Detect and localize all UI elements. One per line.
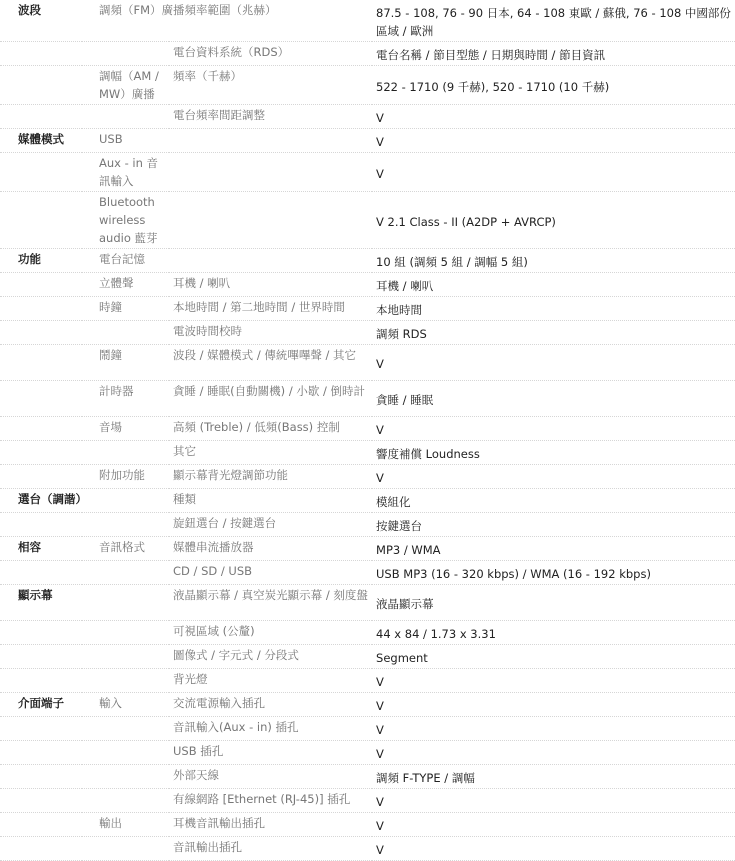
spec-row bbox=[0, 273, 735, 297]
spec-row bbox=[0, 105, 735, 129]
spec-value: 本地時間 bbox=[372, 297, 735, 321]
spec-value: V bbox=[372, 417, 735, 441]
spec-value: 87.5 - 108, 76 - 90 日本, 64 - 108 東歐 / 蘇俄, 76 - 108 中國部份區域 / 歐洲 bbox=[372, 0, 735, 42]
spec-value: 耳機 / 喇叭 bbox=[372, 273, 735, 297]
spec-subcategory: 附加功能 bbox=[82, 465, 169, 489]
spec-value: Segment bbox=[372, 645, 735, 669]
spec-value: V bbox=[372, 669, 735, 693]
spec-subcategory bbox=[82, 513, 169, 537]
spec-value: 522 - 1710 (9 千赫), 520 - 1710 (10 千赫) bbox=[372, 66, 735, 105]
spec-item: 交流電源輸入插孔 bbox=[169, 693, 372, 717]
spec-row bbox=[0, 645, 735, 669]
spec-value: V bbox=[372, 717, 735, 741]
spec-item: CD / SD / USB bbox=[169, 561, 372, 585]
spec-subcategory bbox=[82, 717, 169, 741]
spec-row bbox=[0, 669, 735, 693]
spec-category bbox=[0, 645, 82, 669]
spec-category bbox=[0, 153, 82, 192]
spec-value: V bbox=[372, 789, 735, 813]
spec-row bbox=[0, 381, 735, 417]
spec-category bbox=[0, 42, 82, 66]
spec-item: 可視區域 (公釐) bbox=[169, 621, 372, 645]
spec-item: 外部天線 bbox=[169, 765, 372, 789]
spec-subcategory: 調幅（AM / MW）廣播 bbox=[82, 66, 169, 105]
spec-item: USB 插孔 bbox=[169, 741, 372, 765]
spec-row bbox=[0, 192, 735, 249]
spec-category: 波段 bbox=[0, 0, 82, 42]
spec-subcategory: USB bbox=[82, 129, 169, 153]
spec-row bbox=[0, 765, 735, 789]
spec-subcategory bbox=[82, 765, 169, 789]
spec-item: 有線網路 [Ethernet (RJ-45)] 插孔 bbox=[169, 789, 372, 813]
spec-row bbox=[0, 417, 735, 441]
spec-item: 其它 bbox=[169, 441, 372, 465]
spec-item: 媒體串流播放器 bbox=[169, 537, 372, 561]
spec-category: 選台（調諧） bbox=[0, 489, 82, 513]
spec-category bbox=[0, 561, 82, 585]
spec-category bbox=[0, 417, 82, 441]
spec-category bbox=[0, 345, 82, 381]
spec-subcategory bbox=[82, 621, 169, 645]
spec-value: V bbox=[372, 345, 735, 381]
spec-subcategory: 立體聲 bbox=[82, 273, 169, 297]
spec-item: 音訊輸出插孔 bbox=[169, 837, 372, 861]
spec-category: 顯示幕 bbox=[0, 585, 82, 621]
spec-value: 液晶顯示幕 bbox=[372, 585, 735, 621]
spec-category bbox=[0, 273, 82, 297]
spec-item: 耳機 / 喇叭 bbox=[169, 273, 372, 297]
spec-item: 電台資料系統（RDS） bbox=[169, 42, 372, 66]
spec-item: 貪睡 / 睡眠(自動關機) / 小歇 / 倒時計 bbox=[169, 381, 372, 417]
spec-row bbox=[0, 789, 735, 813]
spec-value: 44 x 84 / 1.73 x 3.31 bbox=[372, 621, 735, 645]
spec-item: 顯示幕背光燈調節功能 bbox=[169, 465, 372, 489]
spec-row bbox=[0, 321, 735, 345]
spec-row bbox=[0, 717, 735, 741]
spec-value: 電台名稱 / 節目型態 / 日期與時間 / 節目資訊 bbox=[372, 42, 735, 66]
spec-row bbox=[0, 489, 735, 513]
spec-subcategory bbox=[82, 741, 169, 765]
spec-category bbox=[0, 465, 82, 489]
spec-category bbox=[0, 765, 82, 789]
spec-category: 媒體模式 bbox=[0, 129, 82, 153]
spec-category bbox=[0, 669, 82, 693]
spec-subcategory bbox=[82, 489, 169, 513]
spec-category bbox=[0, 513, 82, 537]
spec-subcategory: 計時器 bbox=[82, 381, 169, 417]
spec-value: 響度補償 Loudness bbox=[372, 441, 735, 465]
spec-row bbox=[0, 621, 735, 645]
spec-value: V bbox=[372, 129, 735, 153]
spec-row bbox=[0, 129, 735, 153]
spec-subcategory bbox=[82, 789, 169, 813]
spec-subcategory bbox=[82, 441, 169, 465]
spec-category bbox=[0, 813, 82, 837]
spec-row bbox=[0, 0, 735, 42]
spec-item bbox=[169, 192, 372, 249]
spec-category: 介面端子 bbox=[0, 693, 82, 717]
spec-row bbox=[0, 693, 735, 717]
spec-row bbox=[0, 345, 735, 381]
spec-value: 貪睡 / 睡眠 bbox=[372, 381, 735, 417]
spec-subcategory: 輸出 bbox=[82, 813, 169, 837]
spec-item: 旋鈕選台 / 按鍵選台 bbox=[169, 513, 372, 537]
spec-value: V bbox=[372, 741, 735, 765]
spec-row bbox=[0, 561, 735, 585]
spec-value: V 2.1 Class - II (A2DP + AVRCP) bbox=[372, 192, 735, 249]
spec-item bbox=[169, 129, 372, 153]
spec-value: 按鍵選台 bbox=[372, 513, 735, 537]
spec-item: 高頻 (Treble) / 低頻(Bass) 控制 bbox=[169, 417, 372, 441]
spec-subcategory: 音訊格式 bbox=[82, 537, 169, 561]
spec-row bbox=[0, 42, 735, 66]
spec-subcategory bbox=[82, 42, 169, 66]
spec-value: V bbox=[372, 465, 735, 489]
spec-subcategory bbox=[82, 321, 169, 345]
spec-value: V bbox=[372, 105, 735, 129]
spec-category bbox=[0, 381, 82, 417]
spec-subcategory: 時鐘 bbox=[82, 297, 169, 321]
spec-category bbox=[0, 717, 82, 741]
spec-category bbox=[0, 741, 82, 765]
spec-value: MP3 / WMA bbox=[372, 537, 735, 561]
spec-row bbox=[0, 741, 735, 765]
spec-category bbox=[0, 66, 82, 105]
spec-category: 相容 bbox=[0, 537, 82, 561]
spec-row bbox=[0, 297, 735, 321]
spec-item: 電波時間校時 bbox=[169, 321, 372, 345]
spec-value: V bbox=[372, 813, 735, 837]
spec-item: 背光燈 bbox=[169, 669, 372, 693]
spec-item: 耳機音訊輸出插孔 bbox=[169, 813, 372, 837]
spec-row bbox=[0, 441, 735, 465]
spec-subcategory: 鬧鐘 bbox=[82, 345, 169, 381]
spec-item: 圖像式 / 字元式 / 分段式 bbox=[169, 645, 372, 669]
spec-subcategory bbox=[82, 561, 169, 585]
spec-category bbox=[0, 441, 82, 465]
spec-category bbox=[0, 321, 82, 345]
spec-category bbox=[0, 837, 82, 861]
spec-row bbox=[0, 249, 735, 273]
spec-category bbox=[0, 192, 82, 249]
spec-row bbox=[0, 537, 735, 561]
spec-row bbox=[0, 153, 735, 192]
spec-item: 電台頻率間距調整 bbox=[169, 105, 372, 129]
spec-subcategory bbox=[82, 105, 169, 129]
spec-item: 本地時間 / 第二地時間 / 世界時間 bbox=[169, 297, 372, 321]
spec-category: 功能 bbox=[0, 249, 82, 273]
spec-row bbox=[0, 837, 735, 861]
spec-item bbox=[169, 249, 372, 273]
spec-item: 波段 / 媒體模式 / 傳統嗶嗶聲 / 其它 bbox=[169, 345, 372, 381]
spec-category bbox=[0, 789, 82, 813]
spec-value: V bbox=[372, 693, 735, 717]
spec-subcategory: 調頻（FM）廣播頻率範圍（兆赫） bbox=[82, 0, 372, 42]
spec-subcategory bbox=[82, 585, 169, 621]
spec-row bbox=[0, 813, 735, 837]
spec-value: 調頻 RDS bbox=[372, 321, 735, 345]
spec-subcategory: Aux - in 音訊輸入 bbox=[82, 153, 169, 192]
spec-item bbox=[169, 153, 372, 192]
spec-row bbox=[0, 66, 735, 105]
spec-category bbox=[0, 621, 82, 645]
spec-item: 種類 bbox=[169, 489, 372, 513]
spec-value: 模組化 bbox=[372, 489, 735, 513]
spec-category bbox=[0, 297, 82, 321]
spec-row bbox=[0, 585, 735, 621]
spec-value: 10 組 (調頻 5 組 / 調幅 5 組) bbox=[372, 249, 735, 273]
spec-subcategory: 電台記憶 bbox=[82, 249, 169, 273]
spec-value: USB MP3 (16 - 320 kbps) / WMA (16 - 192 kbps) bbox=[372, 561, 735, 585]
spec-value: 調頻 F-TYPE / 調幅 bbox=[372, 765, 735, 789]
spec-value: V bbox=[372, 153, 735, 192]
spec-item: 音訊輸入(Aux - in) 插孔 bbox=[169, 717, 372, 741]
spec-subcategory: 音場 bbox=[82, 417, 169, 441]
spec-item: 頻率（千赫） bbox=[169, 66, 372, 105]
spec-row bbox=[0, 513, 735, 537]
spec-subcategory bbox=[82, 669, 169, 693]
spec-subcategory bbox=[82, 837, 169, 861]
spec-subcategory bbox=[82, 645, 169, 669]
spec-category bbox=[0, 105, 82, 129]
spec-subcategory: Bluetooth wireless audio 藍芽 bbox=[82, 192, 169, 249]
spec-value: V bbox=[372, 837, 735, 861]
spec-item: 液晶顯示幕 / 真空炭光顯示幕 / 刻度盤 bbox=[169, 585, 372, 621]
spec-subcategory: 輸入 bbox=[82, 693, 169, 717]
spec-row bbox=[0, 465, 735, 489]
